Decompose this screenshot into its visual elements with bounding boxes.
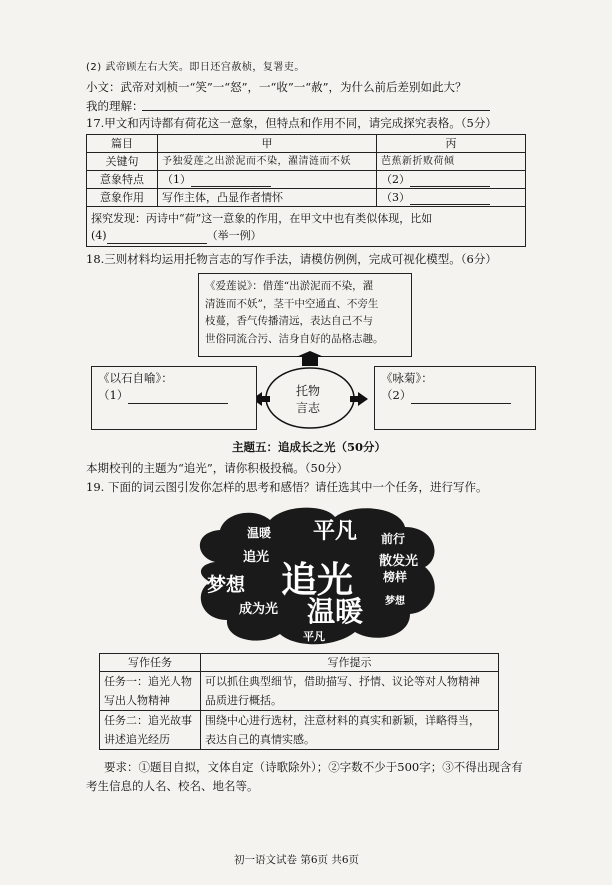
explore-text: 探究发现：丙诗中“荷”这一意象的作用，在甲文中也有类似体现，比如 bbox=[91, 212, 433, 225]
blank-label: （3） bbox=[381, 191, 410, 204]
requirements-line-2: 考生信息的人名、校名、地名等。 bbox=[86, 779, 259, 793]
row-label: 关键句 bbox=[87, 153, 158, 171]
table-row bbox=[100, 711, 499, 750]
q16-question: 小文：武帝对刘桢一“笑”一“怒”，一“收”一“赦”，为什么前后差别如此大？ bbox=[86, 80, 467, 94]
blank-label: （2） bbox=[381, 388, 412, 402]
word-cloud bbox=[185, 502, 445, 648]
cloud-word: 榜样 bbox=[383, 570, 408, 584]
cloud-word: 梦想 bbox=[385, 596, 405, 607]
example-line: 《爱莲说》：借莲“出淤泥而不染，濯 bbox=[205, 280, 374, 292]
cloud-word: 成为光 bbox=[239, 602, 279, 617]
hint-line: 表达自己的真情实感。 bbox=[205, 733, 315, 746]
theme-title: 主题五：追成长之光（50分） bbox=[232, 440, 387, 454]
cloud-word-warm: 温暖 bbox=[307, 595, 364, 628]
blank-label: (4) bbox=[91, 229, 107, 242]
left-model-title: 《以石自喻》： bbox=[98, 371, 173, 385]
answer-blank[interactable] bbox=[128, 392, 228, 404]
q19-prompt: 19. 下面的词云图引发你怎样的思考和感悟？请任选其中一个任务，进行写作。 bbox=[86, 480, 488, 494]
cell-bing: 芭蕉新折败荷倾 bbox=[377, 153, 526, 171]
page-footer: 初一语文试卷 第6页 共6页 bbox=[234, 854, 360, 866]
center-label-1: 托物 bbox=[296, 384, 321, 398]
task-table bbox=[99, 653, 499, 750]
task-line: 写出人物精神 bbox=[104, 694, 170, 707]
hint-line: 可以抓住典型细节，借助描写、抒情、议论等对人物精神 bbox=[205, 675, 480, 688]
cloud-word: 平凡 bbox=[303, 630, 325, 643]
up-arrow-icon bbox=[296, 351, 324, 366]
task-line: 任务二：追光故事 bbox=[104, 714, 192, 727]
blank-label: （1） bbox=[98, 388, 129, 402]
blank-label: （1） bbox=[162, 173, 191, 186]
table-row bbox=[100, 654, 499, 672]
task-line: 任务一：追光人物 bbox=[104, 675, 192, 688]
q17-prompt: 17.甲文和丙诗都有荷花这一意象，但特点和作用不同，请完成探究表格。（5分） bbox=[86, 116, 497, 130]
cloud-word: 梦想 bbox=[207, 574, 246, 596]
hint-cell bbox=[201, 711, 499, 750]
row-label: 意象作用 bbox=[87, 189, 158, 207]
center-ellipse bbox=[266, 368, 354, 428]
hint-cell bbox=[201, 672, 499, 711]
q18-prompt: 18.三则材料均运用托物言志的写作手法，请模仿例例，完成可视化模型。（6分） bbox=[86, 252, 497, 266]
task-cell bbox=[100, 711, 201, 750]
task-cell bbox=[100, 672, 201, 711]
row-label: 意象特点 bbox=[87, 171, 158, 189]
header-cell: 篇目 bbox=[87, 135, 158, 153]
example-line: 枝蔓，香气传播清远，表达自己不与 bbox=[205, 315, 373, 327]
header-cell: 写作任务 bbox=[100, 654, 201, 672]
hint-line: 围绕中心进行选材，注意材料的真实和新颖，详略得当， bbox=[205, 714, 480, 727]
cloud-word: 追光 bbox=[243, 550, 270, 565]
left-model-box[interactable] bbox=[91, 366, 257, 430]
cell-jia: 写作主体，凸显作者情怀 bbox=[158, 189, 377, 207]
cell-jia: 予独爱莲之出淤泥而不染，濯清涟而不妖 bbox=[158, 153, 377, 171]
q16-sentence: (2) 武帝顾左右大笑。即日还宫赦桢，复署吏。 bbox=[86, 62, 305, 73]
theme-intro: 本期校刊的主题为“追光”，请你积极投稿。（50分） bbox=[86, 461, 349, 475]
example-line: 清涟而不妖”，茎干中空通直、不旁生 bbox=[205, 297, 379, 310]
blank-label: （2） bbox=[381, 173, 410, 186]
header-cell: 写作提示 bbox=[201, 654, 499, 672]
header-cell: 丙 bbox=[377, 135, 526, 153]
right-model-title: 《咏菊》： bbox=[381, 371, 433, 385]
hint-line: 品质进行概括。 bbox=[205, 694, 282, 707]
cloud-word-main: 追光 bbox=[281, 560, 354, 601]
q16-answer-label: 我的理解： bbox=[86, 99, 144, 113]
header-cell: 甲 bbox=[158, 135, 377, 153]
example-line: 世俗同流合污、洁身自好的品格志趣。 bbox=[205, 332, 384, 345]
right-model-box[interactable] bbox=[374, 366, 536, 430]
answer-blank[interactable] bbox=[411, 392, 511, 404]
requirements-line-1: 要求：①题目自拟，文体自定（诗歌除外）；②字数不少于500字；③不得出现含有 bbox=[104, 760, 523, 774]
explore-tail: （举一例） bbox=[206, 229, 262, 242]
task-line: 讲述追光经历 bbox=[104, 733, 170, 746]
table-row bbox=[100, 672, 499, 711]
cloud-word: 平凡 bbox=[313, 519, 358, 544]
cloud-word: 前行 bbox=[381, 532, 406, 546]
cloud-word: 散发光 bbox=[379, 554, 419, 569]
cloud-word: 温暖 bbox=[247, 526, 272, 540]
center-label-2: 言志 bbox=[296, 401, 321, 415]
